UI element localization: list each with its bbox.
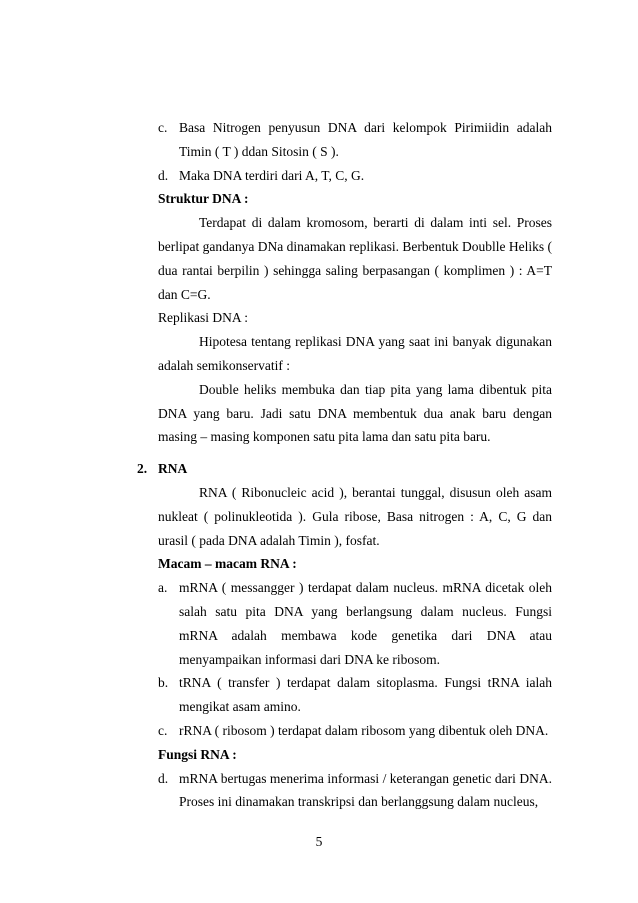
list-item-text: rRNA ( ribosom ) terdapat dalam ribosom yang dibentuk oleh DNA. [179,722,549,738]
list-item-text: Basa Nitrogen penyusun DNA dari kelompok Pirimiidin adalah Timin ( T ) ddan Sitosin ( S ). [179,120,552,159]
list-marker: d. [158,770,169,786]
list-item [158,164,552,188]
list-marker: d. [158,167,169,183]
replikasi-dna-heading: Replikasi DNA : [158,310,248,326]
list-item [158,671,552,719]
macam-rna-heading: Macam – macam RNA : [158,556,297,572]
list-item-text: tRNA ( transfer ) terdapat dalam sitoplasma. Fungsi tRNA ialah mengikat asam amino. [179,675,552,715]
rna-intro-paragraph: RNA ( Ribonucleic acid ), berantai tunggal, disusun oleh asam nukleat ( polinukleotida ). Gula ribose, Basa nitrogen : A, C, G dan urasil ( pada DNA adalah Timin ), fosfat. [158,484,552,548]
list-item [158,116,552,164]
list-marker: c. [158,722,168,738]
list-item [158,719,552,743]
page-content [137,116,553,814]
section-title-text: RNA [158,461,188,477]
struktur-dna-paragraph: Terdapat di dalam kromosom, berarti di dalam inti sel. Proses berlipat gandanya DNa dinamakan replikasi. Berbentuk Doublle Heliks ( dua rantai berpilin ) sehingga saling berpasangan ( komplimen ) : A=T dan C=G. [158,215,553,302]
replikasi-paragraph-2: Double heliks membuka dan tiap pita yang lama dibentuk pita DNA yang baru. Jadi satu DNA membentuk dua anak baru dengan masing – masing komponen satu pita lama dan satu pita baru. [158,381,552,445]
struktur-dna-heading: Struktur DNA : [158,191,249,207]
list-marker: c. [158,120,168,135]
list-marker: a. [158,580,168,596]
page-number: 5 [315,834,323,849]
section-heading-rna [137,457,552,481]
list-item-text: Maka DNA terdiri dari A, T, C, G. [179,167,365,183]
list-marker: b. [158,675,169,691]
section-number: 2. [137,461,148,477]
list-item-text: mRNA ( messangger ) terdapat dalam nucleus. mRNA dicetak oleh salah satu pita DNA yang berlangsung dalam nucleus. Fungsi mRNA adalah membawa kode genetika dari DNA atau menyampaikan informasi dari DNA ke ribosom. [179,580,552,667]
list-item [158,767,552,815]
fungsi-rna-heading: Fungsi RNA : [158,746,237,762]
replikasi-paragraph-1: Hipotesa tentang replikasi DNA yang saat ini banyak digunakan adalah semikonservatif : [158,334,552,373]
list-item [158,576,552,671]
list-item-text: mRNA bertugas menerima informasi / keterangan genetic dari DNA. Proses ini dinamakan transkripsi dan berlanggsung dalam nucleus, [179,770,552,810]
